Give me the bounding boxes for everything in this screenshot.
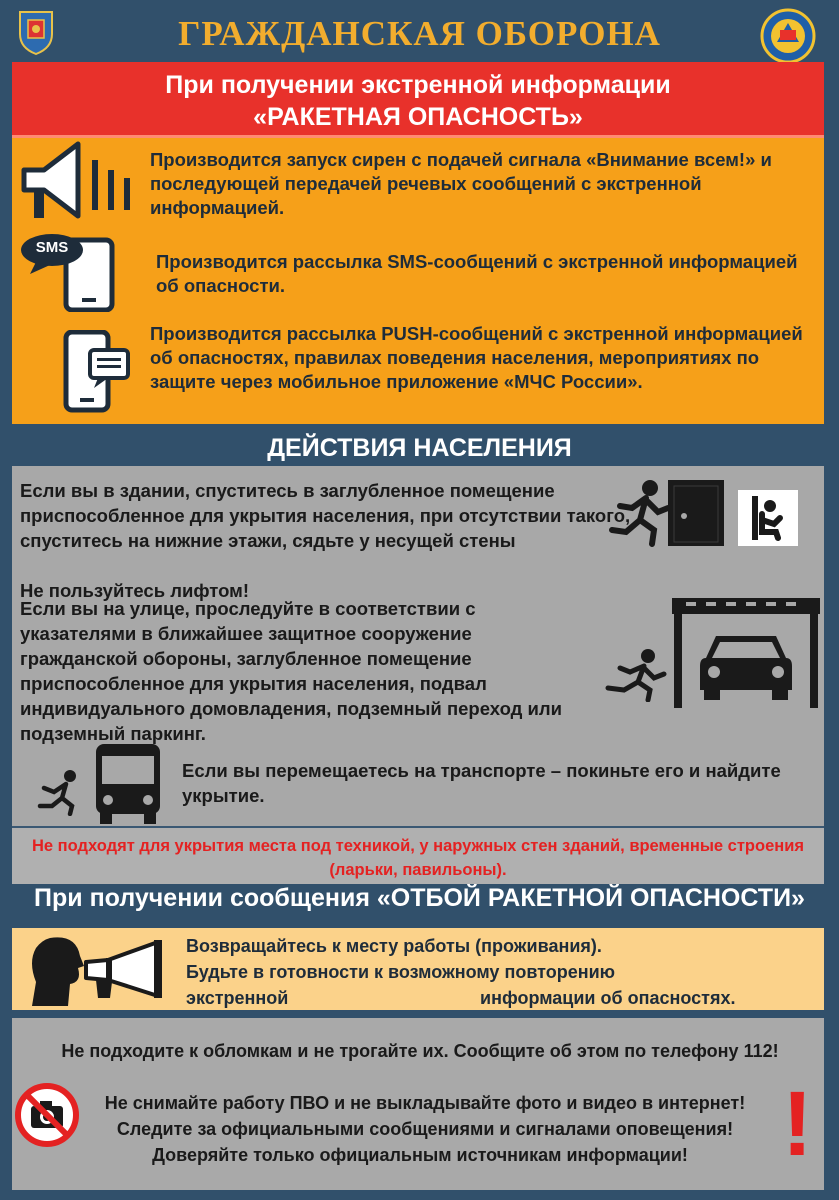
siren-text: Производится запуск сирен с подачей сигнала «Внимание всем!» и последующей передачей речевых сообщений с экстренной информацией. [150,149,772,218]
sms-text: Производится рассылка SMS-сообщений с экстренной информацией об опасности. [156,251,798,296]
all-clear-line3a: экстренной [186,988,289,1008]
actions-title: ДЕЙСТВИЯ НАСЕЛЕНИЯ [267,434,572,462]
push-phone-icon [62,330,132,414]
debris-note: Не подходите к обломкам и не трогайте их. Сообщите об этом по телефону 112! [61,1041,779,1061]
sitting-person-icon [738,490,798,546]
person-megaphone-icon [26,932,166,1008]
running-to-shelter-icon [598,648,668,702]
push-text: Производится рассылка PUSH-сообщений с экстренной информацией об опасностях, правилах поведения населения, мероприятиях по защите через мобильное приложение «МЧС России». [150,323,803,392]
all-clear-title: При получении сообщения «ОТБОЙ РАКЕТНОЙ ОПАСНОСТИ» [34,884,805,912]
sms-label: SMS [35,239,69,256]
no-elevator-text: Не пользуйтесь лифтом! [20,580,250,601]
megaphone-siren-icon [18,140,138,224]
parking-shelter-car-icon [672,596,820,708]
all-clear-line1: Возвращайтесь к месту работы (проживания). [186,936,602,956]
alert-banner-line1: При получении экстренной информации [165,71,671,99]
page-title: ГРАЖДАНСКАЯ ОБОРОНА [178,14,661,53]
fleeing-person-icon [36,766,86,816]
alert-banner [12,62,824,138]
no-camera-icon [14,1082,80,1148]
all-clear-line2: Будьте в готовности к возможному повторению [186,962,616,982]
follow-official-note: Следите за официальными сообщениями и сигналами оповещения! [116,1119,734,1139]
no-photo-note: Не снимайте работу ПВО и не выкладывайте фото и видео в интернет! [104,1093,746,1113]
shelter-warning: Не подходят для укрытия места под техникой, у наружных стен зданий, временные строения (ларьки, павильоны). [12,826,824,884]
all-clear-line3b: информации об опасностях. [480,988,736,1008]
building-text: Если вы в здании, спуститесь в заглубленное помещение приспособленное для укрытия населения, при отсутствии такого, спуститесь на нижние этажи, сядьте у несущей стены [20,480,631,551]
alert-banner-line2: «РАКЕТНАЯ ОПАСНОСТЬ» [253,103,583,131]
street-text: Если вы на улице, проследуйте в соответствии с указателями в ближайшее защитное сооружение гражданской обороны, заглубленное помещение приспособленное для укрытия населения, подвал индивидуального домовладения, подземный переход или подземный паркинг. [20,598,563,744]
civil-defense-emblem-icon [760,8,816,64]
exclamation-mark: ! [782,1073,813,1175]
door-icon [664,478,728,548]
trust-official-note: Доверяйте только официальным источникам информации! [152,1145,688,1165]
transport-text: Если вы перемещаетесь на транспорте – покиньте его и найдите укрытие. [182,760,781,806]
bus-icon [94,744,162,824]
